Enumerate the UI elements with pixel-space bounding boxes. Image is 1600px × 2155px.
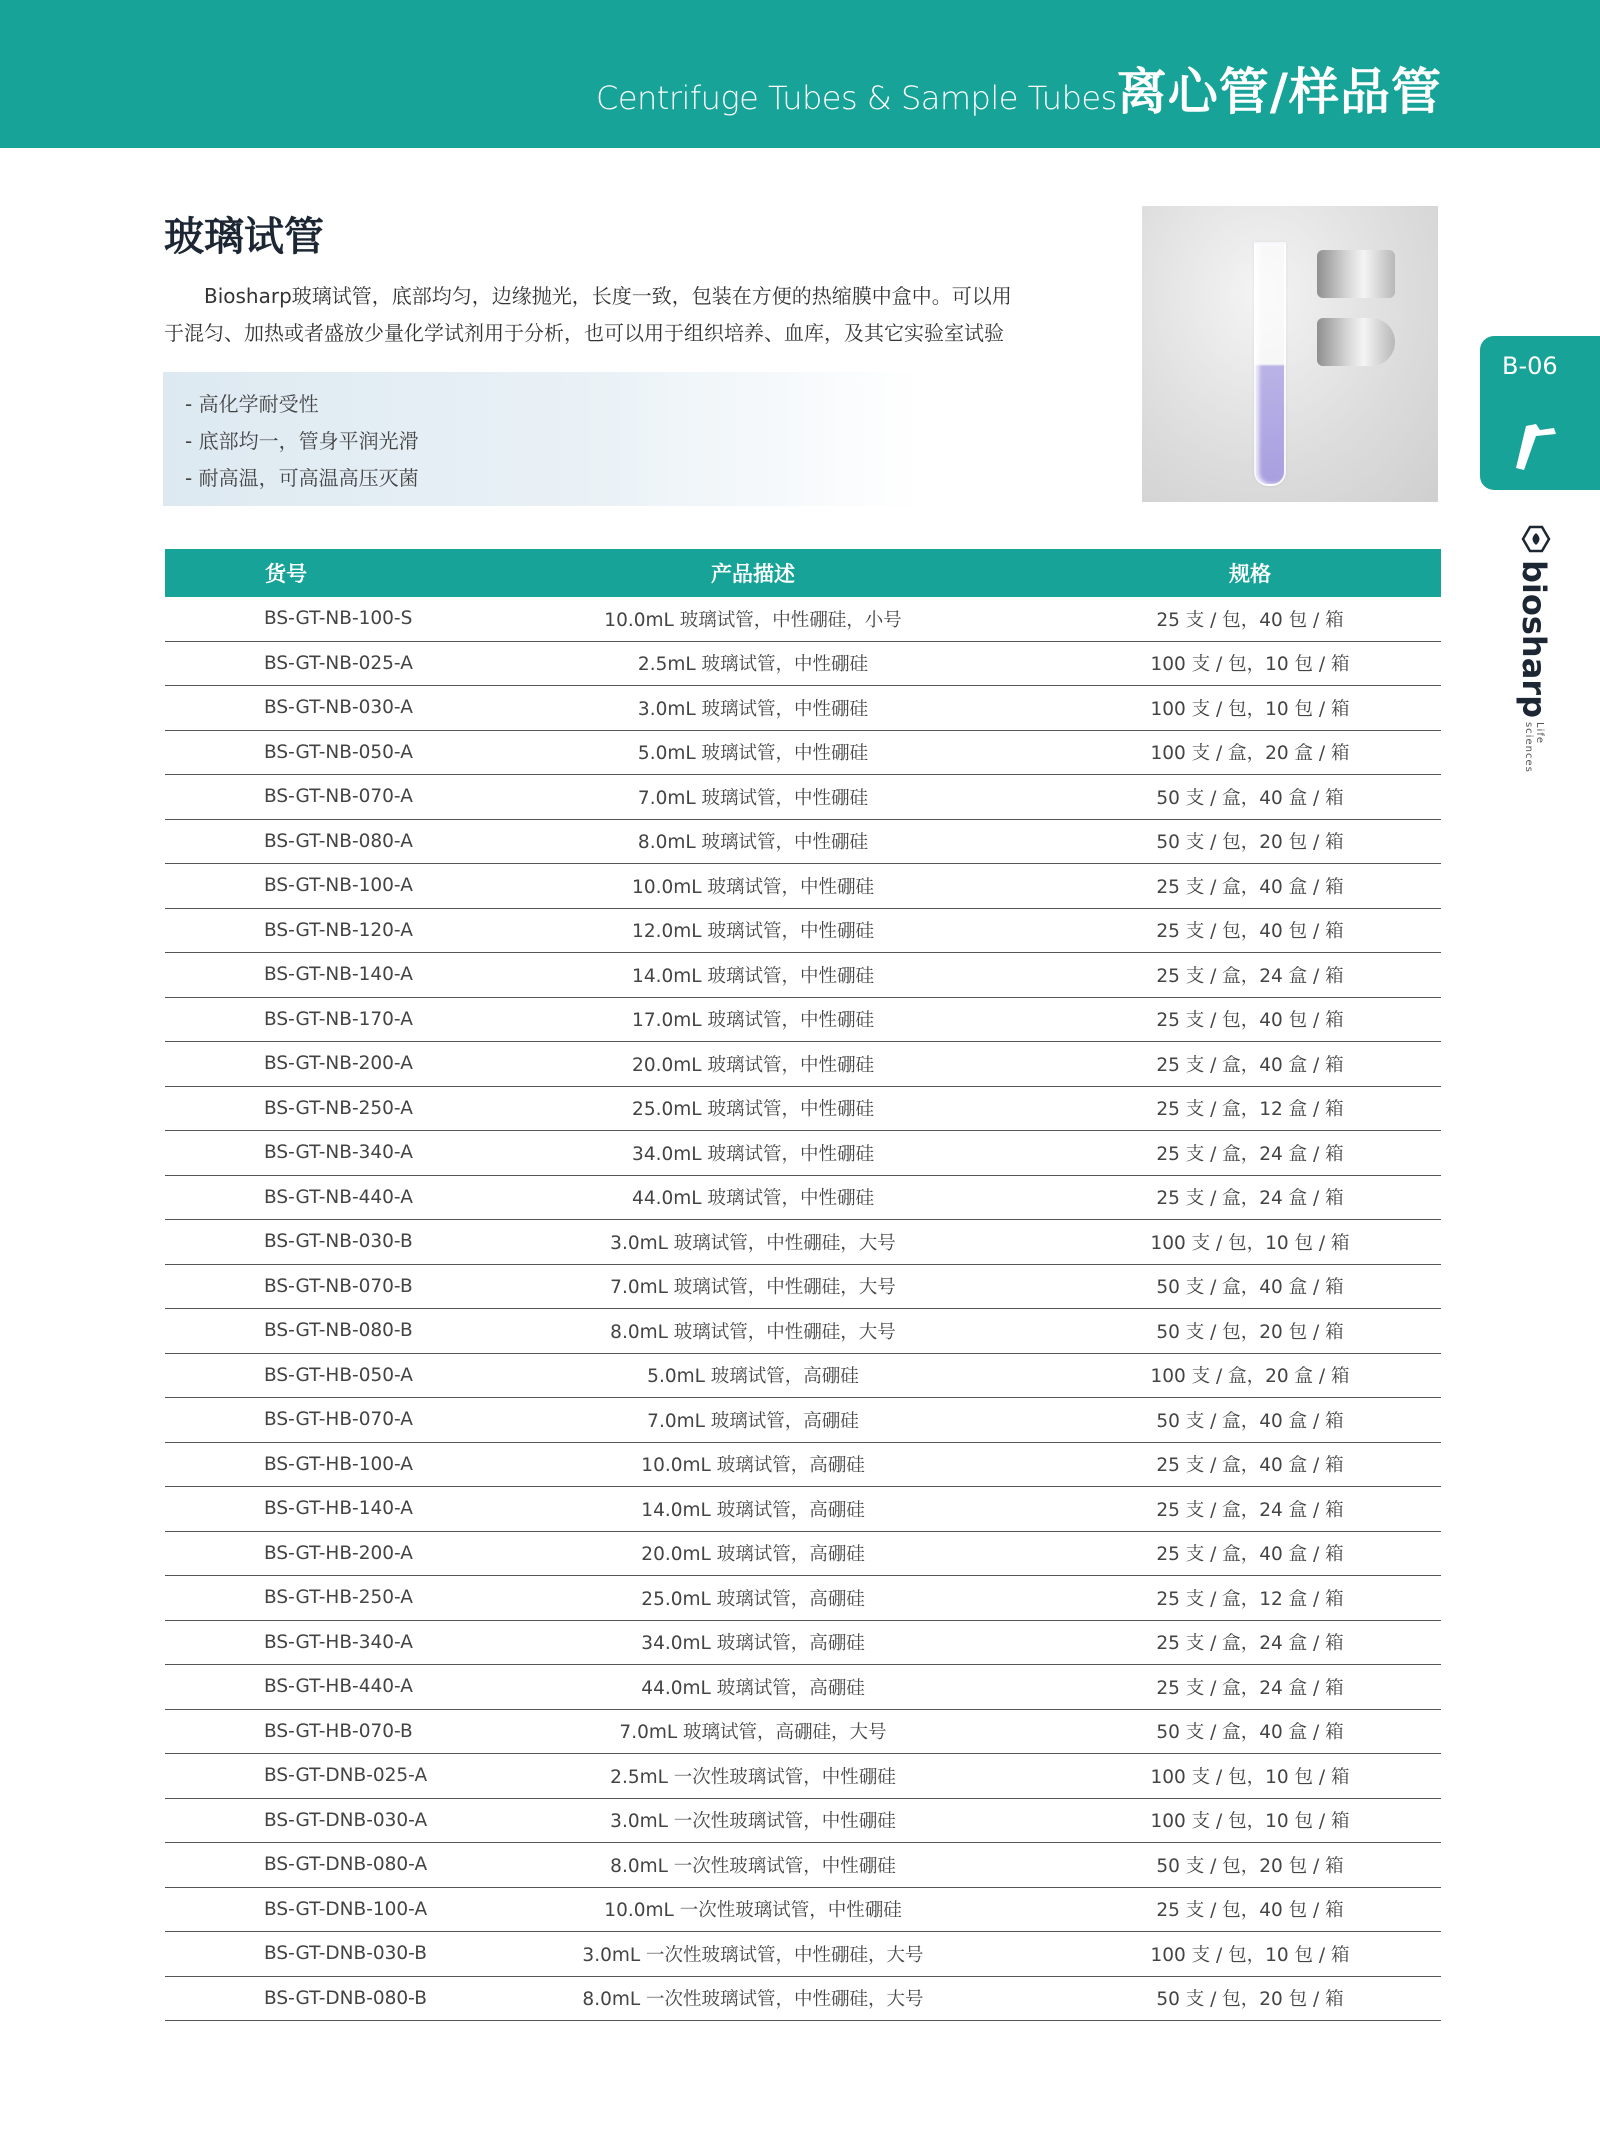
spec-cell: 100 支 / 包，10 包 / 箱 bbox=[1059, 641, 1441, 686]
sku-cell: BS-GT-NB-080-A bbox=[165, 819, 447, 864]
table-row bbox=[165, 1220, 1441, 1265]
brand-logo-rotated bbox=[1504, 524, 1564, 773]
tube-rim-detail-image bbox=[1317, 250, 1395, 298]
intro-text: Biosharp玻璃试管，底部均匀，边缘抛光，长度一致，包装在方便的热缩膜中盒中。可以用于混匀、加热或者盛放少量化学试剂用于分析，也可以用于组织培养、血库，及其它实验室试验 bbox=[164, 284, 1012, 345]
sku-cell: BS-GT-HB-140-A bbox=[165, 1487, 447, 1532]
spec-cell: 25 支 / 包，40 包 / 箱 bbox=[1059, 908, 1441, 953]
spec-cell: 50 支 / 盒，40 盒 / 箱 bbox=[1059, 1398, 1441, 1443]
table-row bbox=[165, 1754, 1441, 1799]
sku-cell: BS-GT-NB-250-A bbox=[165, 1086, 447, 1131]
table-row bbox=[165, 775, 1441, 820]
product-table bbox=[165, 549, 1441, 2021]
test-tube-image bbox=[1254, 242, 1286, 486]
sku-cell: BS-GT-DNB-080-B bbox=[165, 1976, 447, 2021]
description-cell: 3.0mL 一次性玻璃试管，中性硼硅，大号 bbox=[447, 1932, 1059, 1977]
product-photo bbox=[1142, 206, 1438, 502]
description-cell: 34.0mL 玻璃试管，高硼硅 bbox=[447, 1620, 1059, 1665]
spec-cell: 25 支 / 盒，40 盒 / 箱 bbox=[1059, 1531, 1441, 1576]
sku-cell: BS-GT-HB-340-A bbox=[165, 1620, 447, 1665]
sku-cell: BS-GT-NB-340-A bbox=[165, 1131, 447, 1176]
table-row bbox=[165, 1620, 1441, 1665]
biosharp-logo-icon bbox=[1517, 524, 1551, 554]
spec-cell: 25 支 / 盒，24 盒 / 箱 bbox=[1059, 1175, 1441, 1220]
header-band bbox=[0, 0, 1600, 148]
brand-tagline: Life sciences bbox=[1523, 721, 1545, 773]
description-cell: 44.0mL 玻璃试管，高硼硅 bbox=[447, 1665, 1059, 1710]
tube-bottom-detail-image bbox=[1317, 318, 1395, 366]
sku-cell: BS-GT-NB-025-A bbox=[165, 641, 447, 686]
side-tab-code: B-06 bbox=[1502, 352, 1558, 380]
description-cell: 3.0mL 玻璃试管，中性硼硅 bbox=[447, 686, 1059, 731]
sku-cell: BS-GT-NB-200-A bbox=[165, 1042, 447, 1087]
sku-cell: BS-GT-NB-030-B bbox=[165, 1220, 447, 1265]
table-row bbox=[165, 1932, 1441, 1977]
sku-cell: BS-GT-NB-120-A bbox=[165, 908, 447, 953]
sku-cell: BS-GT-NB-140-A bbox=[165, 953, 447, 998]
spec-cell: 25 支 / 盒，24 盒 / 箱 bbox=[1059, 1620, 1441, 1665]
pipette-icon bbox=[1506, 414, 1570, 482]
header-title bbox=[596, 52, 1442, 124]
description-cell: 10.0mL 玻璃试管，中性硼硅 bbox=[447, 864, 1059, 909]
header-title-cn: 离心管/样品管 bbox=[1116, 63, 1442, 121]
sku-cell: BS-GT-HB-200-A bbox=[165, 1531, 447, 1576]
spec-cell: 25 支 / 盒，12 盒 / 箱 bbox=[1059, 1086, 1441, 1131]
spec-cell: 100 支 / 包，10 包 / 箱 bbox=[1059, 686, 1441, 731]
sku-cell: BS-GT-NB-170-A bbox=[165, 997, 447, 1042]
table-row bbox=[165, 1798, 1441, 1843]
description-cell: 17.0mL 玻璃试管，中性硼硅 bbox=[447, 997, 1059, 1042]
sku-cell: BS-GT-NB-100-S bbox=[165, 597, 447, 641]
spec-cell: 50 支 / 包，20 包 / 箱 bbox=[1059, 1976, 1441, 2021]
description-cell: 2.5mL 玻璃试管，中性硼硅 bbox=[447, 641, 1059, 686]
spec-cell: 100 支 / 包，10 包 / 箱 bbox=[1059, 1798, 1441, 1843]
table-row bbox=[165, 1175, 1441, 1220]
spec-cell: 100 支 / 盒，20 盒 / 箱 bbox=[1059, 1353, 1441, 1398]
spec-cell: 25 支 / 包，40 包 / 箱 bbox=[1059, 997, 1441, 1042]
description-cell: 8.0mL 玻璃试管，中性硼硅，大号 bbox=[447, 1309, 1059, 1354]
sku-cell: BS-GT-DNB-025-A bbox=[165, 1754, 447, 1799]
spec-cell: 50 支 / 盒，40 盒 / 箱 bbox=[1059, 1264, 1441, 1309]
description-cell: 8.0mL 一次性玻璃试管，中性硼硅 bbox=[447, 1843, 1059, 1888]
feature-list bbox=[163, 372, 923, 497]
spec-cell: 25 支 / 盒，40 盒 / 箱 bbox=[1059, 1042, 1441, 1087]
sku-cell: BS-GT-HB-250-A bbox=[165, 1576, 447, 1621]
description-cell: 5.0mL 玻璃试管，高硼硅 bbox=[447, 1353, 1059, 1398]
sku-cell: BS-GT-DNB-030-A bbox=[165, 1798, 447, 1843]
description-cell: 20.0mL 玻璃试管，高硼硅 bbox=[447, 1531, 1059, 1576]
spec-cell: 25 支 / 盒，24 盒 / 箱 bbox=[1059, 1131, 1441, 1176]
column-header-spec: 规格 bbox=[1059, 549, 1441, 597]
table-row bbox=[165, 1665, 1441, 1710]
spec-cell: 100 支 / 盒，20 盒 / 箱 bbox=[1059, 730, 1441, 775]
feature-item: - 高化学耐受性 bbox=[185, 392, 319, 416]
sku-cell: BS-GT-NB-440-A bbox=[165, 1175, 447, 1220]
sku-cell: BS-GT-NB-030-A bbox=[165, 686, 447, 731]
sku-cell: BS-GT-NB-080-B bbox=[165, 1309, 447, 1354]
description-cell: 12.0mL 玻璃试管，中性硼硅 bbox=[447, 908, 1059, 953]
table-row bbox=[165, 1442, 1441, 1487]
table-row bbox=[165, 597, 1441, 641]
spec-cell: 25 支 / 盒，40 盒 / 箱 bbox=[1059, 864, 1441, 909]
header-title-en: Centrifuge Tubes & Sample Tubes bbox=[595, 79, 1117, 117]
table-row bbox=[165, 1353, 1441, 1398]
sku-cell: BS-GT-DNB-030-B bbox=[165, 1932, 447, 1977]
table-row bbox=[165, 1264, 1441, 1309]
description-cell: 7.0mL 玻璃试管，中性硼硅，大号 bbox=[447, 1264, 1059, 1309]
description-cell: 14.0mL 玻璃试管，中性硼硅 bbox=[447, 953, 1059, 998]
description-cell: 20.0mL 玻璃试管，中性硼硅 bbox=[447, 1042, 1059, 1087]
spec-cell: 25 支 / 盒，12 盒 / 箱 bbox=[1059, 1576, 1441, 1621]
description-cell: 25.0mL 玻璃试管，中性硼硅 bbox=[447, 1086, 1059, 1131]
description-cell: 7.0mL 玻璃试管，高硼硅，大号 bbox=[447, 1709, 1059, 1754]
spec-cell: 25 支 / 盒，40 盒 / 箱 bbox=[1059, 1442, 1441, 1487]
sku-cell: BS-GT-NB-100-A bbox=[165, 864, 447, 909]
spec-cell: 50 支 / 包，20 包 / 箱 bbox=[1059, 1309, 1441, 1354]
feature-item: - 耐高温，可高温高压灭菌 bbox=[185, 466, 419, 490]
table-row bbox=[165, 1042, 1441, 1087]
spec-cell: 100 支 / 包，10 包 / 箱 bbox=[1059, 1932, 1441, 1977]
description-cell: 7.0mL 玻璃试管，高硼硅 bbox=[447, 1398, 1059, 1443]
sku-cell: BS-GT-DNB-100-A bbox=[165, 1887, 447, 1932]
table-row bbox=[165, 1887, 1441, 1932]
description-cell: 2.5mL 一次性玻璃试管，中性硼硅 bbox=[447, 1754, 1059, 1799]
table-header-row bbox=[165, 549, 1441, 597]
table-row bbox=[165, 1531, 1441, 1576]
table-row bbox=[165, 908, 1441, 953]
table-row bbox=[165, 641, 1441, 686]
description-cell: 14.0mL 玻璃试管，高硼硅 bbox=[447, 1487, 1059, 1532]
spec-cell: 50 支 / 盒，40 盒 / 箱 bbox=[1059, 1709, 1441, 1754]
table-row bbox=[165, 686, 1441, 731]
sku-cell: BS-GT-HB-070-A bbox=[165, 1398, 447, 1443]
sku-cell: BS-GT-DNB-080-A bbox=[165, 1843, 447, 1888]
spec-cell: 50 支 / 包，20 包 / 箱 bbox=[1059, 1843, 1441, 1888]
spec-cell: 25 支 / 包，40 包 / 箱 bbox=[1059, 1887, 1441, 1932]
table-row bbox=[165, 1976, 1441, 2021]
description-cell: 10.0mL 玻璃试管，高硼硅 bbox=[447, 1442, 1059, 1487]
table-row bbox=[165, 1086, 1441, 1131]
spec-cell: 100 支 / 包，10 包 / 箱 bbox=[1059, 1220, 1441, 1265]
brand-logo bbox=[1504, 524, 1564, 773]
side-tab bbox=[1480, 336, 1600, 490]
brand-name: biosharp bbox=[1515, 560, 1553, 718]
table-row bbox=[165, 1309, 1441, 1354]
section-title: 玻璃试管 bbox=[164, 214, 324, 260]
table-row bbox=[165, 1131, 1441, 1176]
spec-cell: 50 支 / 盒，40 盒 / 箱 bbox=[1059, 775, 1441, 820]
sku-cell: BS-GT-NB-070-A bbox=[165, 775, 447, 820]
spec-cell: 100 支 / 包，10 包 / 箱 bbox=[1059, 1754, 1441, 1799]
feature-item: - 底部均一，管身平润光滑 bbox=[185, 429, 419, 453]
description-cell: 44.0mL 玻璃试管，中性硼硅 bbox=[447, 1175, 1059, 1220]
description-cell: 3.0mL 一次性玻璃试管，中性硼硅 bbox=[447, 1798, 1059, 1843]
table-row bbox=[165, 819, 1441, 864]
sku-cell: BS-GT-NB-050-A bbox=[165, 730, 447, 775]
sku-cell: BS-GT-NB-070-B bbox=[165, 1264, 447, 1309]
table-row bbox=[165, 1709, 1441, 1754]
sku-cell: BS-GT-HB-440-A bbox=[165, 1665, 447, 1710]
table-row bbox=[165, 1398, 1441, 1443]
table-body bbox=[165, 597, 1441, 2021]
sku-cell: BS-GT-HB-070-B bbox=[165, 1709, 447, 1754]
description-cell: 7.0mL 玻璃试管，中性硼硅 bbox=[447, 775, 1059, 820]
sku-cell: BS-GT-HB-050-A bbox=[165, 1353, 447, 1398]
spec-cell: 25 支 / 包，40 包 / 箱 bbox=[1059, 597, 1441, 641]
description-cell: 3.0mL 玻璃试管，中性硼硅，大号 bbox=[447, 1220, 1059, 1265]
spec-cell: 50 支 / 包，20 包 / 箱 bbox=[1059, 819, 1441, 864]
description-cell: 34.0mL 玻璃试管，中性硼硅 bbox=[447, 1131, 1059, 1176]
sku-cell: BS-GT-HB-100-A bbox=[165, 1442, 447, 1487]
description-cell: 5.0mL 玻璃试管，中性硼硅 bbox=[447, 730, 1059, 775]
description-cell: 10.0mL 玻璃试管，中性硼硅，小号 bbox=[447, 597, 1059, 641]
spec-cell: 25 支 / 盒，24 盒 / 箱 bbox=[1059, 1487, 1441, 1532]
description-cell: 8.0mL 一次性玻璃试管，中性硼硅，大号 bbox=[447, 1976, 1059, 2021]
table-row bbox=[165, 1487, 1441, 1532]
description-cell: 8.0mL 玻璃试管，中性硼硅 bbox=[447, 819, 1059, 864]
column-header-description: 产品描述 bbox=[447, 549, 1059, 597]
table-row bbox=[165, 864, 1441, 909]
table-row bbox=[165, 730, 1441, 775]
spec-cell: 25 支 / 盒，24 盒 / 箱 bbox=[1059, 953, 1441, 998]
table-row bbox=[165, 1843, 1441, 1888]
table-row bbox=[165, 953, 1441, 998]
feature-box bbox=[163, 372, 923, 506]
spec-cell: 25 支 / 盒，24 盒 / 箱 bbox=[1059, 1665, 1441, 1710]
column-header-sku: 货号 bbox=[165, 549, 447, 597]
table-row bbox=[165, 997, 1441, 1042]
description-cell: 10.0mL 一次性玻璃试管，中性硼硅 bbox=[447, 1887, 1059, 1932]
table-row bbox=[165, 1576, 1441, 1621]
description-cell: 25.0mL 玻璃试管，高硼硅 bbox=[447, 1576, 1059, 1621]
